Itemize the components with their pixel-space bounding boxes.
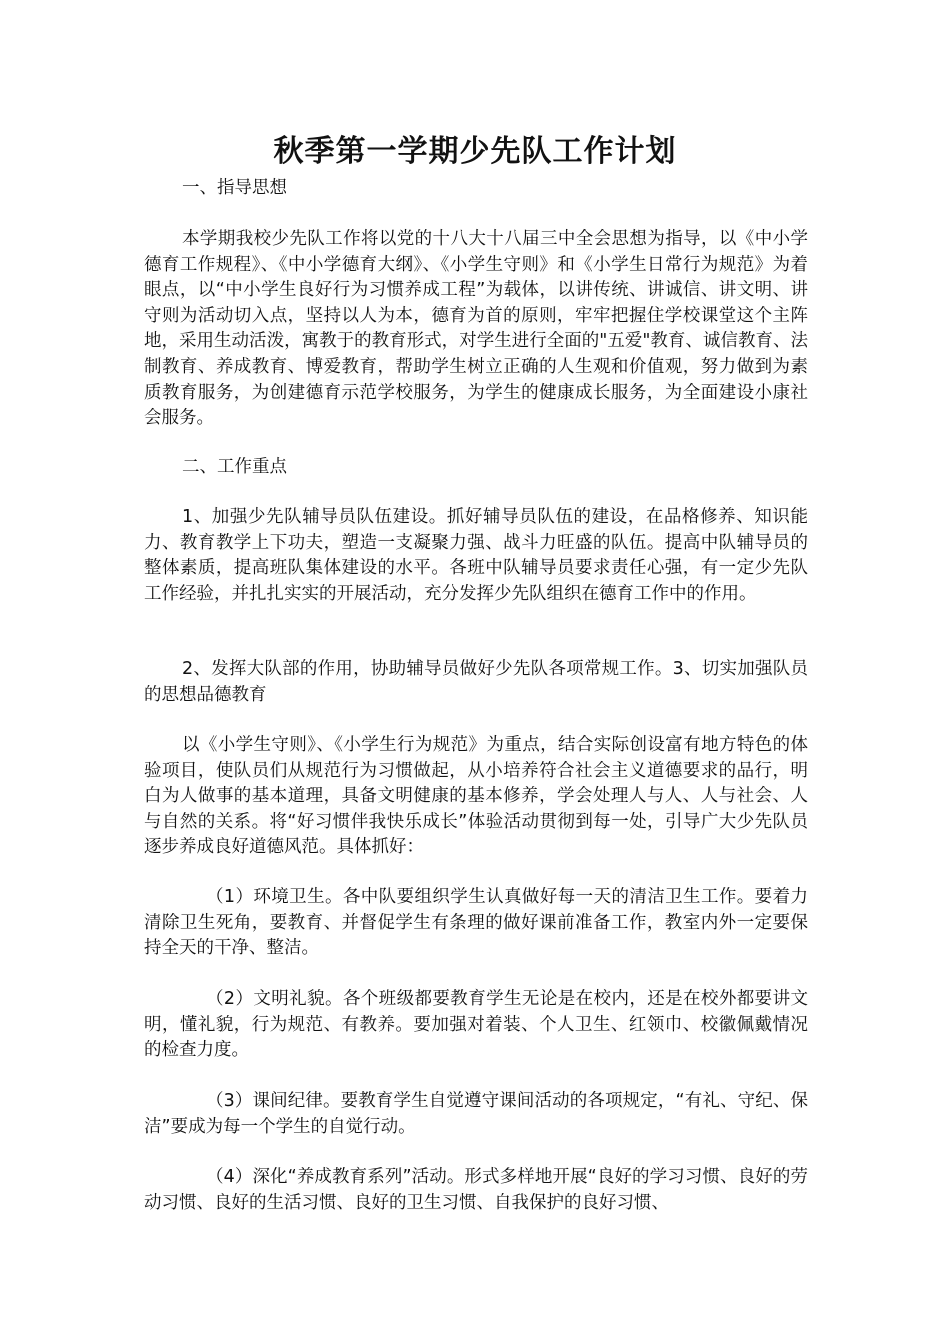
- paragraph-counselor-team: 1、加强少先队辅导员队伍建设。抓好辅导员队伍的建设，在品格修养、知识能力、教育教学上下功夫，塑造一支凝聚力强、战斗力旺盛的队伍。提高中队辅导员的整体素质，提高班队集体建设的水平。各班中队辅导员要求责任心强，有一定少先队工作经验，并扎扎实实的开展活动，充分发挥少先队组织在德育工作中的作用。: [144, 507, 808, 604]
- paragraph-habit-education: （4）深化“养成教育系列”活动。形式多样地开展“良好的学习习惯、良好的劳动习惯、良好的生活习惯、良好的卫生习惯、自我保护的良好习惯、: [144, 1167, 808, 1213]
- section-heading-work-focus: 二、工作重点: [182, 457, 287, 477]
- paragraph-environment-hygiene: （1）环境卫生。各中队要组织学生认真做好每一天的清洁卫生工作。要着力清除卫生死角，要教育、并督促学生有条理的做好课前准备工作，教室内外一定要保持全天的干净、整洁。: [144, 887, 808, 959]
- paragraph-moral-education: 以《小学生守则》、《小学生行为规范》为重点，结合实际创设富有地方特色的体验项目，使队员们从规范行为习惯做起，从小培养符合社会主义道德要求的品行，明白为人做事的基本道理，具备文明健康的基本修养，学会处理人与人、人与社会、人与自然的关系。将“好习惯伴我快乐成长”体验活动贯彻到每一处，引导广大少先队员逐步养成良好道德风范。具体抓好：: [144, 735, 808, 858]
- paragraph-brigade-role: 2、发挥大队部的作用，协助辅导员做好少先队各项常规工作。3、切实加强队员的思想品德教育: [144, 659, 808, 705]
- section-heading-guiding-ideology: 一、指导思想: [182, 178, 287, 198]
- document-title: 秋季第一学期少先队工作计划: [273, 134, 677, 169]
- paragraph-civility: （2）文明礼貌。各个班级都要教育学生无论是在校内，还是在校外都要讲文明，懂礼貌，行为规范、有教养。要加强对着装、个人卫生、红领巾、校徽佩戴情况的检查力度。: [144, 989, 808, 1061]
- paragraph-recess-discipline: （3）课间纪律。要教育学生自觉遵守课间活动的各项规定，“有礼、守纪、保洁”要成为每一个学生的自觉行动。: [144, 1091, 808, 1137]
- paragraph-guiding-ideology: 本学期我校少先队工作将以党的十八大十八届三中全会思想为指导，以《中小学德育工作规程》、《中小学德育大纲》、《小学生守则》和《小学生日常行为规范》为着眼点，以“中小学生良好行为习惯养成工程”为载体，以讲传统、讲诚信、讲文明、讲守则为活动切入点，坚持以人为本，德育为首的原则，牢牢把握住学校课堂这个主阵地，采用生动活泼，寓教于的教育形式，对学生进行全面的"五爱"教育、诚信教育、法制教育、养成教育、博爱教育，帮助学生树立正确的人生观和价值观，努力做到为素质教育服务，为创建德育示范学校服务，为学生的健康成长服务，为全面建设小康社会服务。: [144, 229, 808, 429]
